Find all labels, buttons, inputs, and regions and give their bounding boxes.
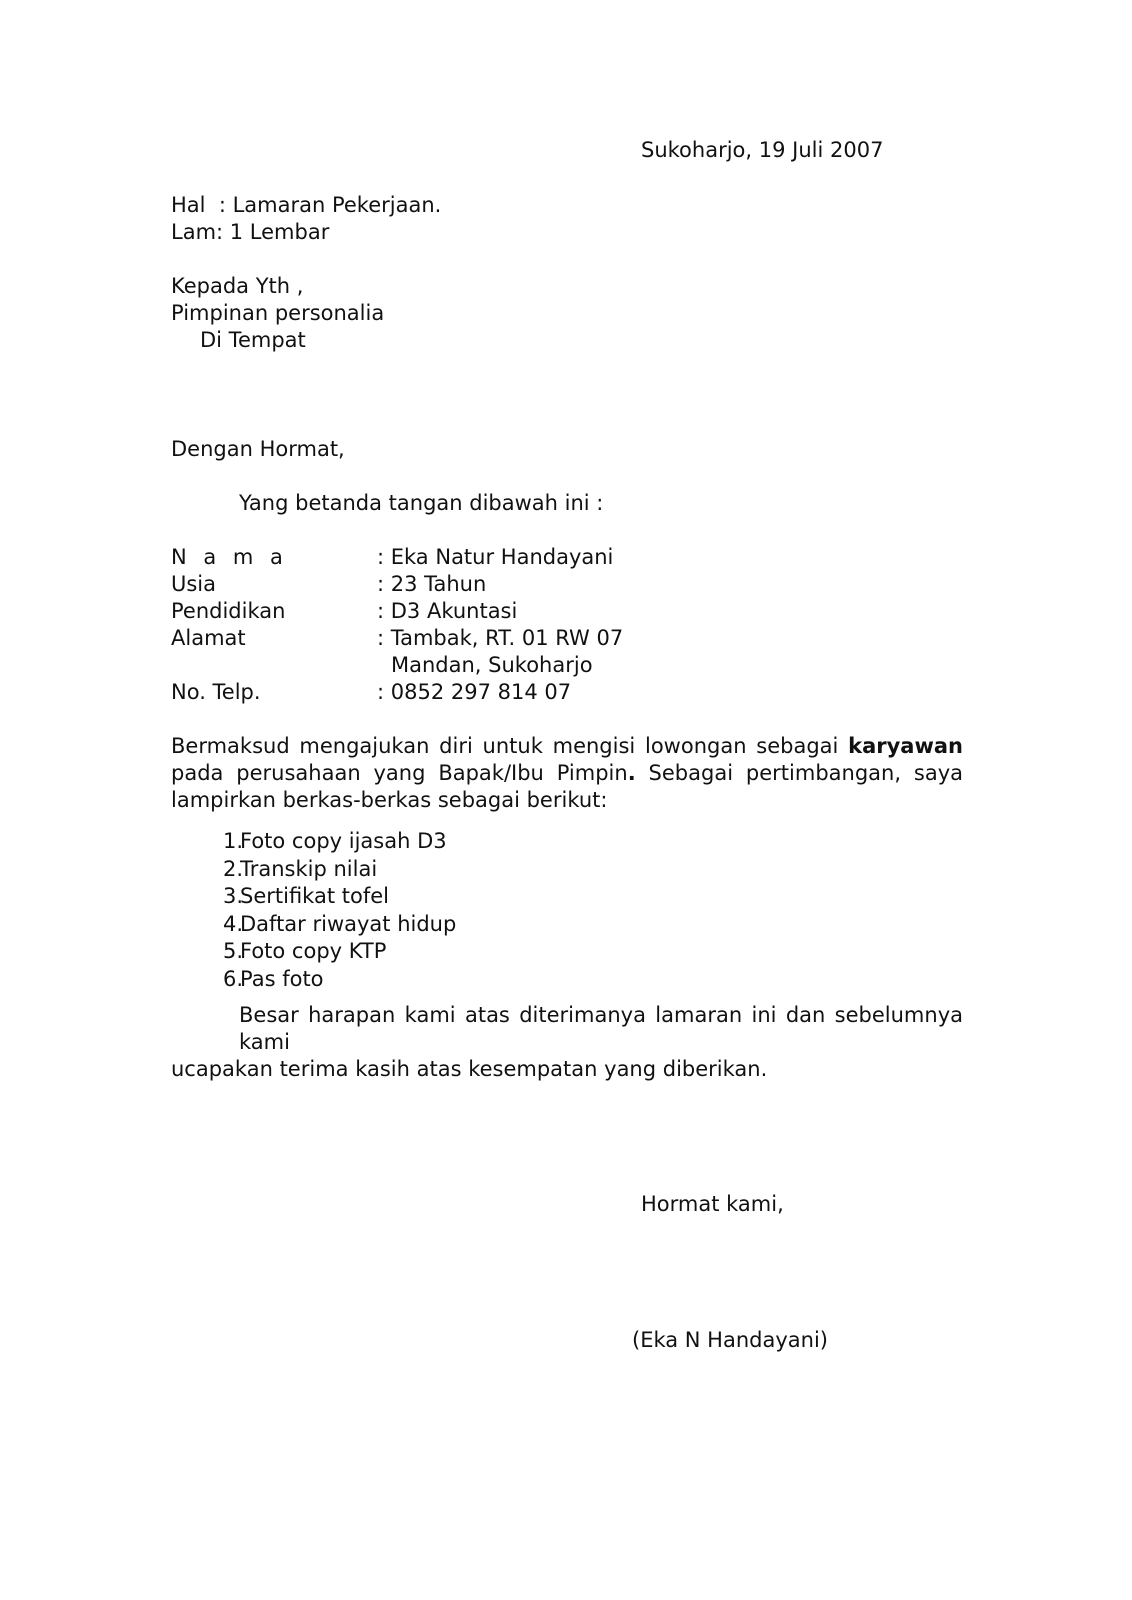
signature-salutation: Hormat kami, [641,1192,784,1216]
recipient-line-1: Kepada Yth , [171,274,304,298]
recipient-line-2: Pimpinan personalia [171,301,385,325]
letter-page: Sukoharjo, 19 Juli 2007 Hal : Lamaran Pekerjaan. Lam: 1 Lembar Kepada Yth , Pimpinan personalia Di Tempat Dengan Hormat, Yang betanda tangan dibawah ini : N a m a : Eka Natur Handayani Usia : 23 Tahun Pendidikan : D3 Akuntasi Alamat : Tambak, RT. 01 RW 07 Mandan, Sukoharjo No. Telp. : 0852 297 814 07 Bermaksud mengajukan diri untuk mengisi lowongan sebagai karyawan pada perusahaan yang Bapak/Ibu Pimpin. Sebagai pertimbangan, saya lampirkan berkas-berkas sebagai berikut: 1. Foto copy ijasah D3 2. Transkip nilai 3. Sertifikat tofel 4. Daftar riwayat hidup 5. Foto copy KTP 6. Pas foto Besar harapan kami atas diterimanya lamaran ini dan sebelumnya kami ucapakan terima kasih atas kesempatan yang diberikan. Hormat kami, (Eka N Handayani) [171,138,963,1352]
greeting: Dengan Hormat, [171,437,345,461]
identity-label-alamat: Alamat [171,626,246,650]
identity-value-usia: : 23 Tahun [377,572,487,596]
identity-value-alamat: : Tambak, RT. 01 RW 07 [377,626,624,650]
closing-paragraph [171,1002,963,1083]
closing-line-1: Besar harapan kami atas diterimanya lamaran ini dan sebelumnya kami [239,1003,963,1054]
body-line-3: lampirkan berkas-berkas sebagai berikut: [171,788,608,812]
recipient-line-3: Di Tempat [200,328,306,352]
identity-label-nama: N a m a [171,545,288,569]
identity-value-nama: : Eka Natur Handayani [377,545,614,569]
identity-value-pendidikan: : D3 Akuntasi [377,599,518,623]
closing-line-2: ucapakan terima kasih atas kesempatan yang diberikan. [171,1057,768,1081]
subject-line: Hal : Lamaran Pekerjaan. [171,193,442,217]
identity-label-telp: No. Telp. [171,680,261,704]
attachment-count-line: Lam: 1 Lembar [171,220,330,244]
intro-line: Yang betanda tangan dibawah ini : [239,491,604,515]
body-line-1: Bermaksud mengajukan diri untuk mengisi lowongan sebagai karyawan [171,734,963,758]
signature-name: (Eka N Handayani) [632,1328,828,1352]
identity-label-usia: Usia [171,572,217,596]
identity-label-pendidikan: Pendidikan [171,599,286,623]
body-paragraph [171,733,963,814]
identity-value-telp: : 0852 297 814 07 [377,680,572,704]
identity-value-alamat-2: Mandan, Sukoharjo [391,653,593,677]
letter-date: Sukoharjo, 19 Juli 2007 [641,138,884,162]
body-line-2: pada perusahaan yang Bapak/Ibu Pimpin. Sebagai pertimbangan, saya [171,761,963,785]
